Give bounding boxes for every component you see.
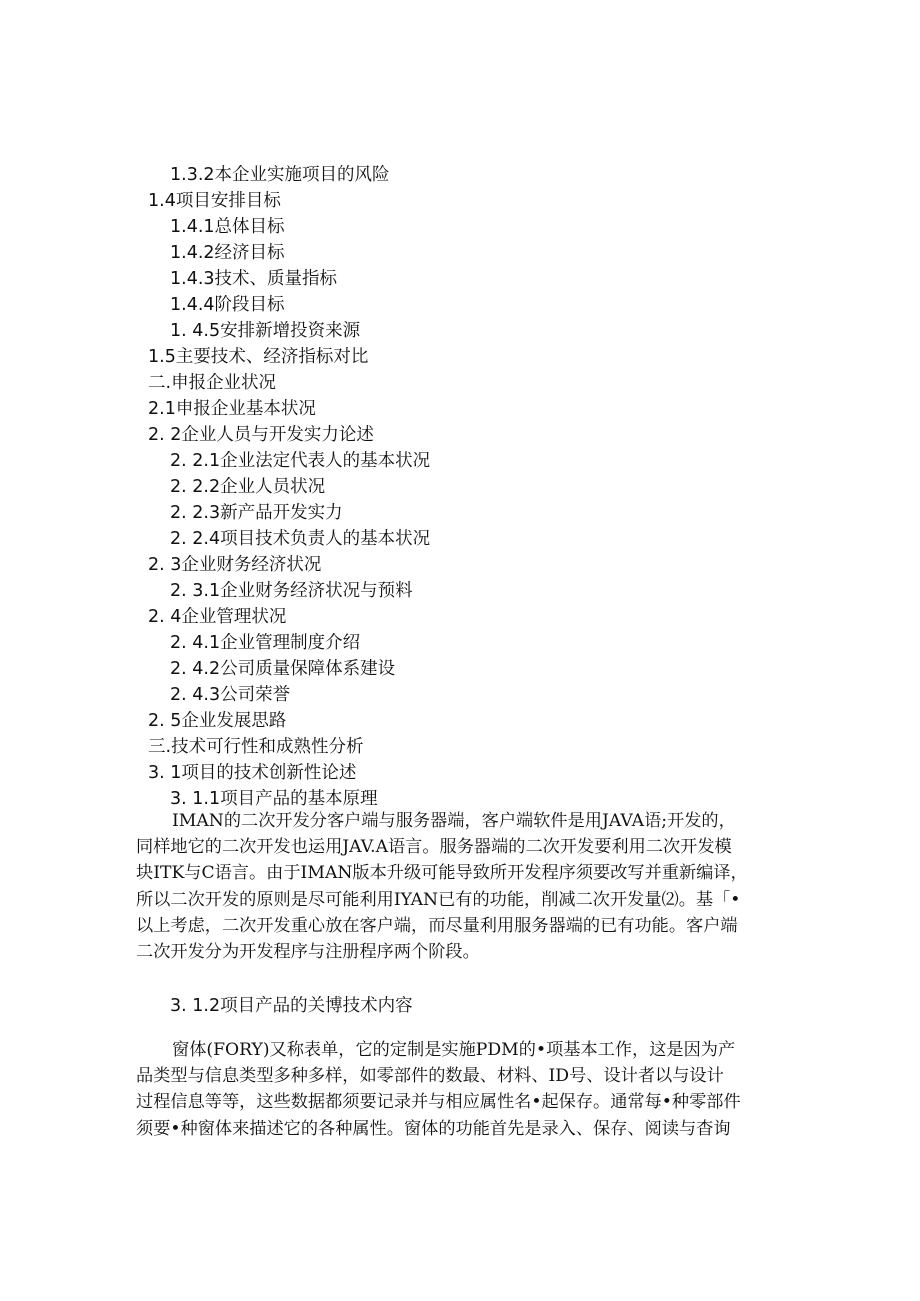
toc-entry: 1. 4.5安排新增投资来源	[170, 321, 361, 341]
paragraph-line: 以上考虑，二次开发重心放在客户端，而尽量利用服务器端的已有功能。客户端	[136, 915, 738, 936]
body-paragraph	[136, 808, 786, 965]
toc-entry: 2. 2企业人员与开发实力论述	[148, 425, 374, 445]
toc-entry: 2. 2.3新产品开发实力	[170, 503, 343, 523]
toc-entry: 2. 3企业财务经济状况	[148, 555, 322, 575]
toc-entry: 1.5主要技术、经济指标对比	[148, 347, 369, 367]
toc-entry: 2. 4.1企业管理制度介绍	[170, 633, 361, 653]
toc-entry: 1.4.1总体目标	[170, 217, 285, 237]
paragraph-line: 须要•种窗体来描述它的各种属性。窗体的功能首先是录入、保存、阅读与杳询	[136, 1118, 731, 1139]
paragraph-line: 同样地它的二次开发也运用JAV.A语言。服务器端的二次开发要利用二次开发模	[136, 837, 732, 858]
toc-entry: 2. 4.3公司荣誉	[170, 685, 291, 705]
paragraph-line: 块ITK与C语言。由于IMAN版本升级可能导致所开发程序须要改写并重新编译，	[136, 863, 748, 884]
toc-entry: 1.4.4阶段目标	[170, 295, 285, 315]
paragraph-line: IMAN的二次开发分客户端与服务器端，客户端软件是用JAVA语;开发的，	[172, 811, 736, 831]
toc-entry: 1.4.2经济目标	[170, 243, 285, 263]
paragraph-line: 所以二次开发的原则是尽可能利用IYAN已有的功能，削减二次开发量⑵。基「•	[136, 889, 741, 910]
toc-entry: 2. 2.4项目技术负责人的基本状况	[170, 529, 431, 549]
paragraph-line: 窗体(FORY)又称表单，它的定制是实施PDM的•项基本工作，这是因为产	[172, 1040, 736, 1060]
toc-entry: 2. 2.1企业法定代表人的基本状况	[170, 451, 431, 471]
toc-entry: 1.4.3技术、质量指标	[170, 269, 338, 289]
paragraph-line: 二次开发分为开发程序与注册程序两个阶段。	[136, 942, 480, 963]
toc-entry: 1.3.2本企业实施项目的风险	[170, 165, 390, 185]
toc-entry: 2. 4企业管理状况	[148, 607, 287, 627]
toc-entry: 2. 5企业发展思路	[148, 711, 287, 731]
toc-entry: 2. 2.2企业人员状况	[170, 477, 326, 497]
body-paragraph	[136, 1037, 786, 1142]
toc-entry: 二.申报企业状况	[148, 373, 277, 393]
toc-entry: 2.1申报企业基本状况	[148, 399, 316, 419]
section-heading: 3. 1.2项目产品的关博技术内容	[170, 996, 413, 1016]
toc-entry: 3. 1.1项目产品的基本原理	[170, 789, 378, 809]
toc-entry: 2. 4.2公司质量保障体系建设	[170, 659, 396, 679]
toc-entry: 1.4项目安排目标	[148, 191, 281, 211]
paragraph-line: 品类型与信息类型多种多样，如零部件的数最、材料、ID号、设计者以与设计	[136, 1066, 724, 1087]
toc-entry: 三.技术可行性和成熟性分析	[148, 737, 364, 757]
toc-entry: 2. 3.1企业财务经济状况与预料	[170, 581, 413, 601]
toc-entry: 3. 1项目的技术创新性论述	[148, 763, 357, 783]
paragraph-line: 过程信息等等，这些数据都须要记录并与相应属性名•起保存。通常每•种零部件	[136, 1092, 741, 1113]
